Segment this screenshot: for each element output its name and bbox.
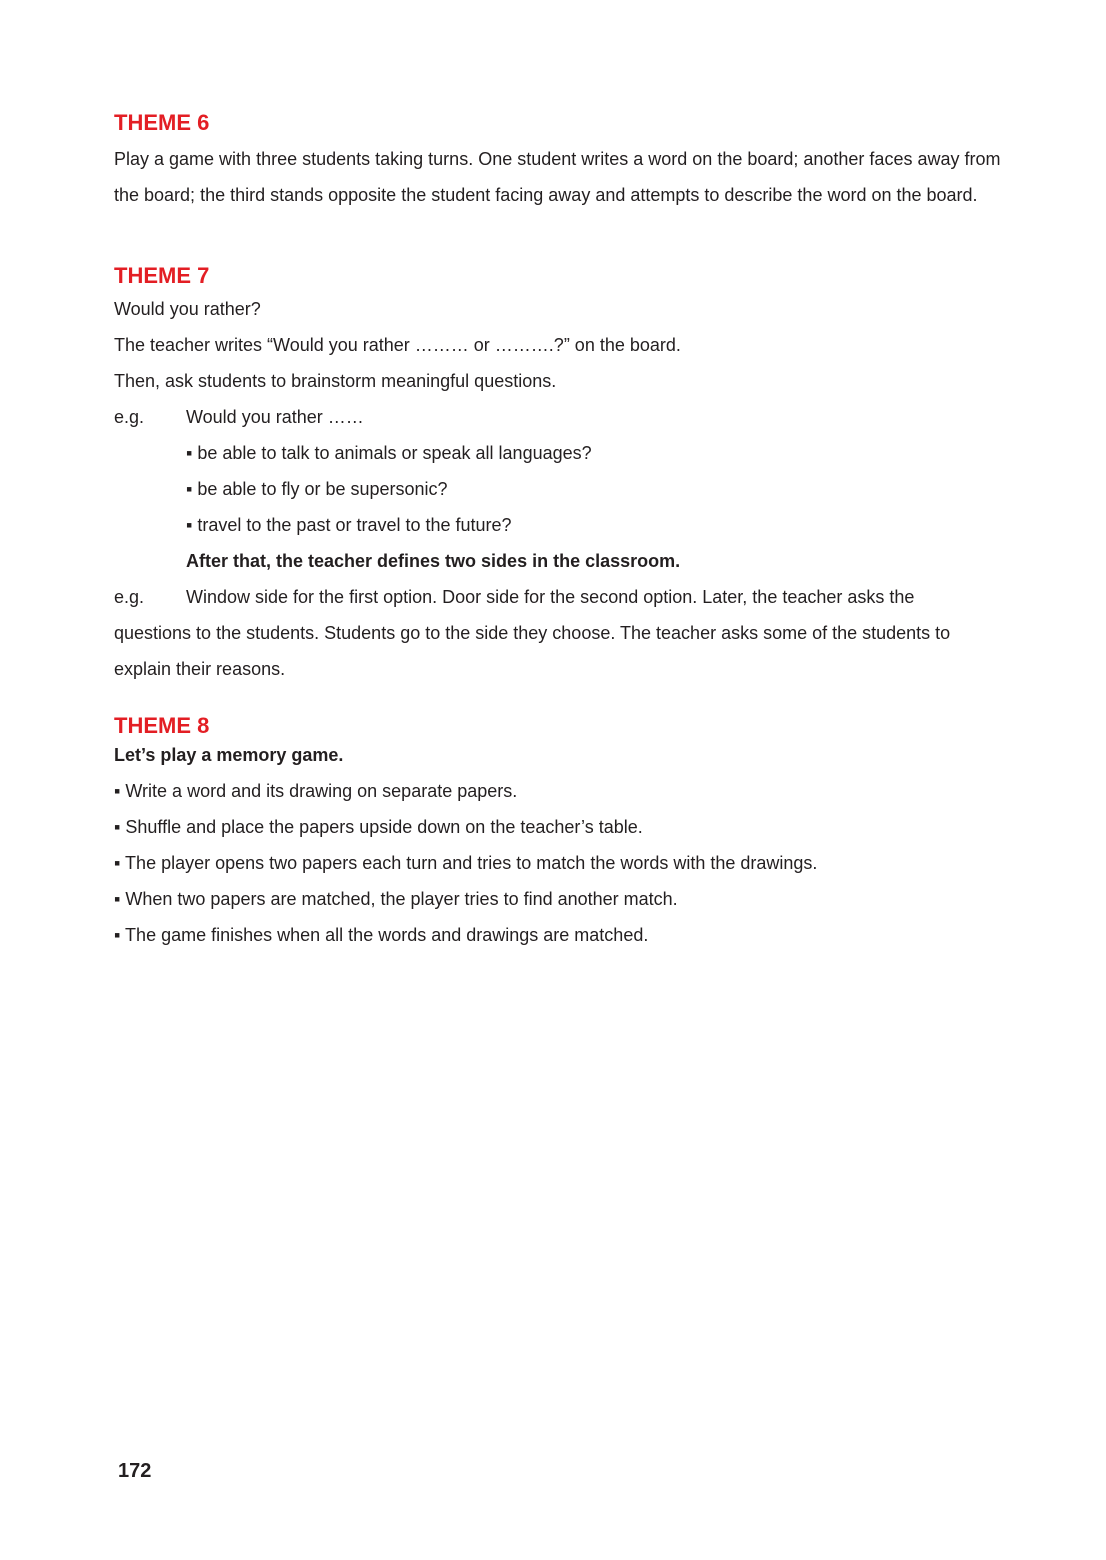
theme-8-heading: THEME 8 (114, 713, 210, 738)
theme-7-line-3: Then, ask students to brainstorm meaningful questions. (114, 371, 557, 391)
step-item: ▪ When two papers are matched, the player tries to find another match. (114, 889, 678, 909)
theme-8-subheading: Let’s play a memory game. (114, 745, 344, 765)
example-text: Would you rather …… (186, 407, 364, 427)
example-text: Window side for the first option. Door side for the second option. Later, the teacher asks the (186, 587, 915, 607)
theme-7-line-2: The teacher writes “Would you rather ……… or ……….?” on the board. (114, 335, 681, 355)
option-item: ▪ be able to talk to animals or speak all languages? (186, 443, 592, 463)
example-label: e.g. (114, 587, 145, 607)
page-number: 172 (118, 1460, 152, 1482)
theme-7-example-2-continued: questions to the students. Students go to the side they choose. The teacher asks some of the students to explain their reasons. (114, 623, 951, 679)
step-item: ▪ The player opens two papers each turn and tries to match the words with the drawings. (114, 853, 818, 873)
theme-6-heading: THEME 6 (114, 110, 210, 135)
theme-7-line-1: Would you rather? (114, 299, 261, 319)
step-item: ▪ Shuffle and place the papers upside down on the teacher’s table. (114, 817, 643, 837)
example-label: e.g. (114, 407, 145, 427)
option-item: ▪ be able to fly or be supersonic? (186, 479, 448, 499)
theme-7-example-1 (114, 405, 364, 429)
option-item: ▪ travel to the past or travel to the future? (186, 515, 512, 535)
theme-7-bold-instruction: After that, the teacher defines two sides in the classroom. (186, 551, 681, 571)
theme-7-example-2 (114, 585, 914, 609)
theme-6-paragraph: Play a game with three students taking turns. One student writes a word on the board; another faces away from the board; the third stands opposite the student facing away and attempts to describe the word on the board. (114, 149, 1001, 205)
theme-7-heading: THEME 7 (114, 263, 210, 288)
step-item: ▪ The game finishes when all the words and drawings are matched. (114, 925, 649, 945)
step-item: ▪ Write a word and its drawing on separate papers. (114, 781, 518, 801)
